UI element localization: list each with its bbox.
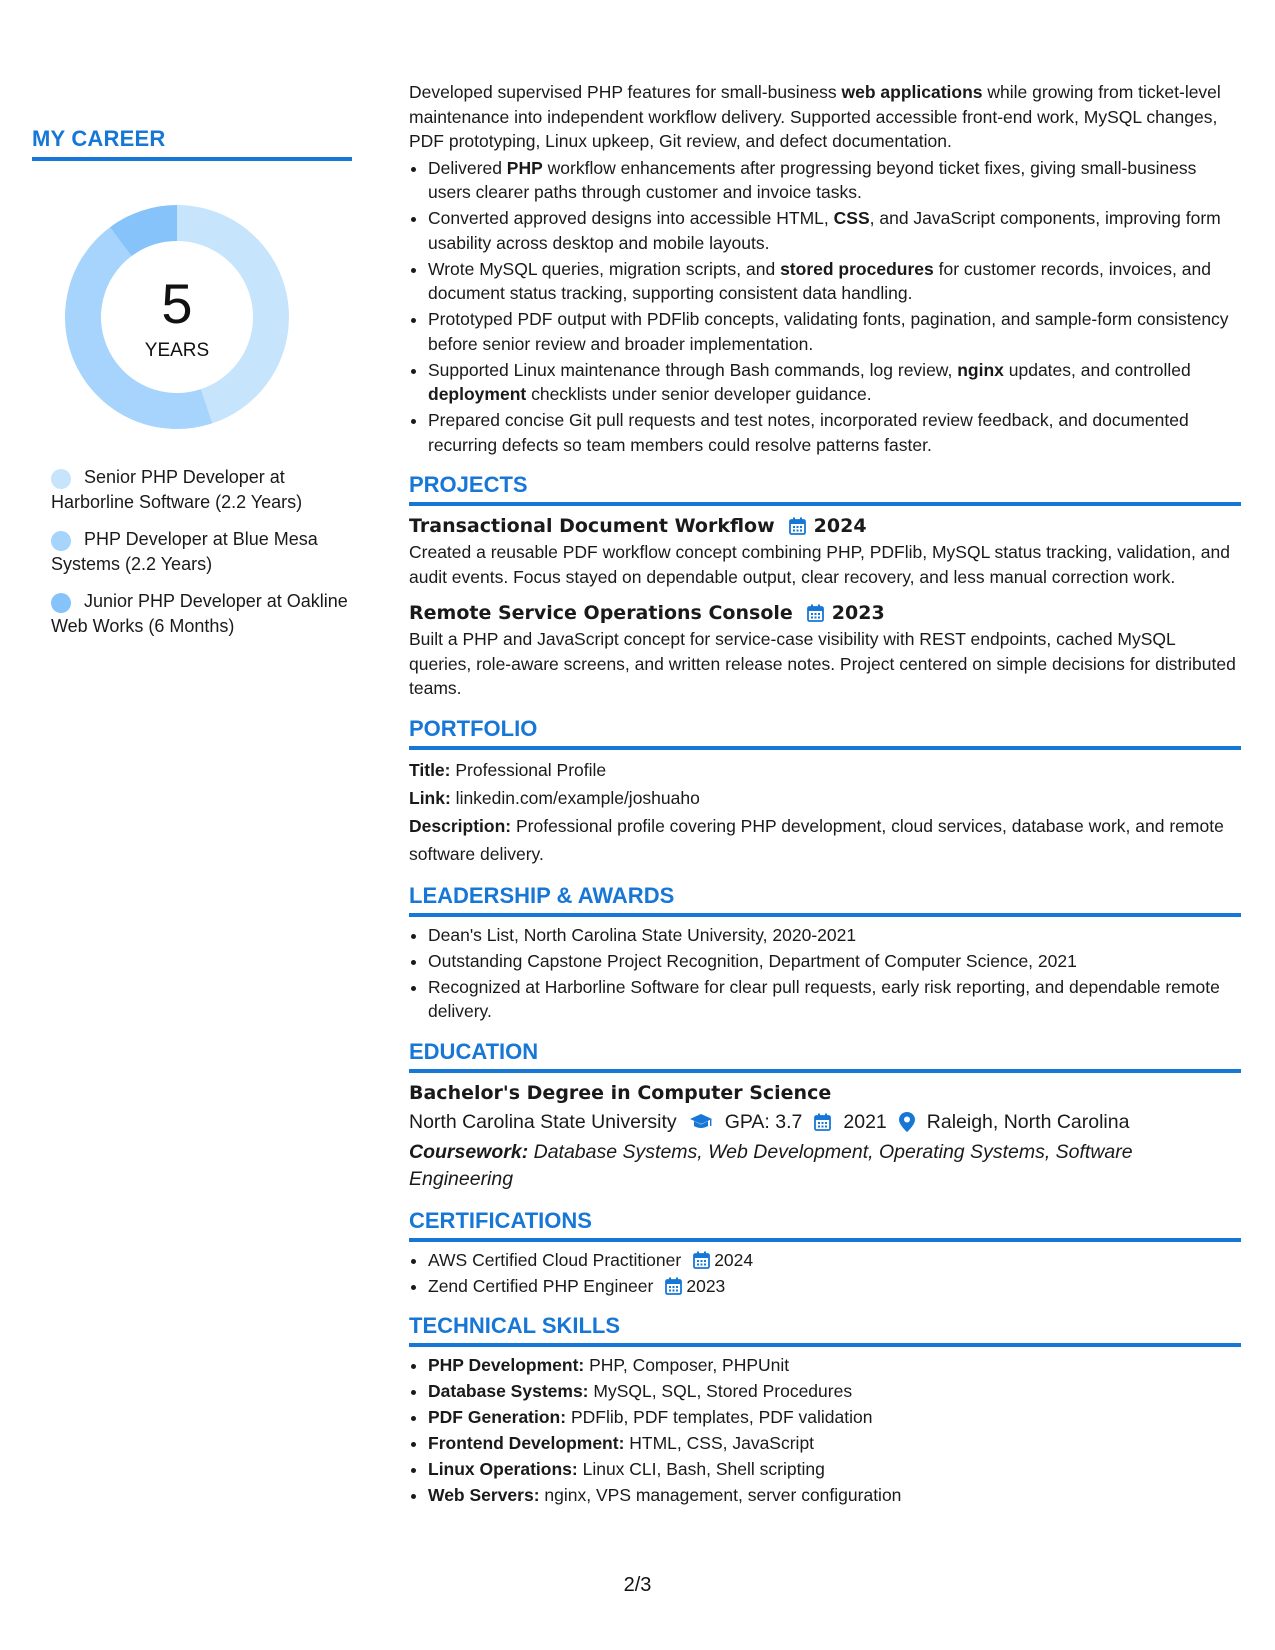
skill-values: PHP, Composer, PHPUnit <box>584 1355 790 1375</box>
field-label: Title: <box>409 759 451 780</box>
list-item <box>428 1457 1241 1482</box>
coursework <box>409 1139 1241 1193</box>
list-item <box>428 307 1241 356</box>
portfolio-description <box>409 812 1241 868</box>
skill-category: Linux Operations: <box>428 1459 578 1479</box>
calendar-icon <box>814 1113 831 1131</box>
main-content <box>409 80 1241 1509</box>
project-title-row <box>409 512 1241 540</box>
projects-heading: PROJECTS <box>409 471 1241 506</box>
certification-year: 2023 <box>686 1275 726 1296</box>
project-year: 2024 <box>813 515 867 537</box>
bullet-text: Supported Linux maintenance through Bash commands, log review, <box>428 359 958 380</box>
bullet-text: , and JavaScript components, improving form usability across desktop and mobile layouts. <box>428 208 1221 253</box>
bullet-bold: CSS <box>833 208 870 228</box>
career-legend <box>51 465 351 651</box>
project-description: Created a reusable PDF workflow concept combining PHP, PDFlib, MySQL status tracking, validation, and audit events. Focus stayed on dependable output, clear recovery, and less manual correction work. <box>409 542 1230 587</box>
career-heading: MY CAREER <box>32 126 166 151</box>
portfolio-heading: PORTFOLIO <box>409 715 1241 750</box>
list-item <box>428 206 1241 255</box>
page-number: 2/3 <box>623 1574 652 1596</box>
skill-values: PDFlib, PDF templates, PDF validation <box>566 1407 873 1427</box>
awards-list <box>409 923 1241 1024</box>
list-item <box>428 358 1241 407</box>
bullet-text: checklists under senior developer guidance. <box>526 384 872 404</box>
project-title: Remote Service Operations Console <box>409 602 793 624</box>
list-item <box>428 1379 1241 1404</box>
map-pin-icon <box>899 1112 915 1132</box>
bullet-bold: stored procedures <box>780 258 934 279</box>
certification-name: • Zend Certified PHP Engineer <box>428 1275 654 1296</box>
bullet-text: updates, and controlled <box>1003 359 1191 380</box>
summary-text: Developed supervised PHP features for small-business <box>409 82 842 102</box>
project-title: Transactional Document Workflow <box>409 515 775 537</box>
skill-category: Web Servers: <box>428 1485 540 1505</box>
bullet-text: Delivered <box>428 157 507 178</box>
skill-category: PDF Generation: <box>428 1407 567 1427</box>
legend-swatch <box>51 593 71 613</box>
list-item <box>428 1483 1241 1508</box>
legend-label: Senior PHP Developer at Harborline Software (2.2 Years) <box>51 467 303 512</box>
calendar-icon <box>789 517 806 535</box>
list-item <box>428 156 1241 205</box>
field-label: Description: <box>409 815 512 836</box>
certification-name: • AWS Certified Cloud Practitioner <box>428 1249 682 1270</box>
degree-title: Bachelor's Degree in Computer Science <box>409 1081 832 1104</box>
career-heading-rule <box>32 157 352 161</box>
bullet-text: workflow enhancements after progressing beyond ticket fixes, giving small-business users clearer paths through customer and invoice tasks. <box>428 157 1197 202</box>
coursework-list: Database Systems, Web Development, Operating Systems, Software Engineering <box>409 1140 1133 1190</box>
career-total-unit: YEARS <box>144 340 210 361</box>
skill-category: Database Systems: <box>428 1381 589 1401</box>
portfolio-url[interactable]: linkedin.com/example/joshuaho <box>450 787 700 808</box>
calendar-icon <box>693 1251 710 1269</box>
skill-category: Frontend Development: <box>428 1433 625 1453</box>
graduation-cap-icon <box>689 1113 713 1131</box>
list-item: • Dean's List, North Carolina State University, 2020-2021 <box>428 923 1241 948</box>
list-item: • Recognized at Harborline Software for clear pull requests, early risk reporting, and dependable remote delivery. <box>428 975 1241 1024</box>
school-name: North Carolina State University <box>409 1110 677 1133</box>
portfolio-link <box>409 784 1241 812</box>
skill-values: nginx, VPS management, server configuration <box>539 1485 902 1505</box>
skills-list <box>409 1353 1241 1508</box>
skill-values: Linux CLI, Bash, Shell scripting <box>577 1459 825 1479</box>
bullet-bold: deployment <box>428 384 527 404</box>
bullet-text: for customer records, invoices, and document status tracking, supporting consistent data handling. <box>428 258 1211 303</box>
list-item <box>428 1248 1241 1273</box>
skills-heading: TECHNICAL SKILLS <box>409 1312 1241 1347</box>
calendar-icon <box>807 604 824 622</box>
project-title-row <box>409 599 1241 627</box>
summary-bold: web applications <box>841 82 983 102</box>
school-location: Raleigh, North Carolina <box>926 1110 1130 1133</box>
bullet-bold: PHP <box>506 157 543 178</box>
field-value: Professional Profile <box>450 759 607 780</box>
skill-values: HTML, CSS, JavaScript <box>624 1433 815 1453</box>
bullet-text: Converted approved designs into accessible HTML, <box>428 208 834 228</box>
bullet-text: Wrote MySQL queries, migration scripts, and <box>428 258 781 279</box>
graduation-year: 2021 <box>843 1110 887 1133</box>
field-value: Professional profile covering PHP development, cloud services, database work, and remote software delivery. <box>409 815 1224 864</box>
project-year: 2023 <box>831 602 885 624</box>
legend-label: PHP Developer at Blue Mesa Systems (2.2 Years) <box>51 529 318 574</box>
skill-category: PHP Development: <box>428 1355 585 1375</box>
certification-year: 2024 <box>714 1249 754 1270</box>
list-item <box>428 1431 1241 1456</box>
list-item <box>428 1353 1241 1378</box>
legend-swatch <box>51 469 71 489</box>
project-description: Built a PHP and JavaScript concept for service-case visibility with REST endpoints, cached MySQL queries, role-aware screens, and written release notes. Project centered on simple decisions for distributed teams. <box>409 629 1236 698</box>
legend-item <box>51 527 351 577</box>
awards-heading: LEADERSHIP & AWARDS <box>409 882 1241 917</box>
career-total-number: 5 <box>161 272 193 335</box>
list-item <box>428 408 1241 457</box>
bullet-text: Prepared concise Git pull requests and test notes, incorporated review feedback, and documented recurring defects so team members could resolve patterns faster. <box>428 410 1189 455</box>
gpa: GPA: 3.7 <box>724 1110 803 1133</box>
coursework-label: Coursework: <box>409 1140 529 1163</box>
certifications-heading: CERTIFICATIONS <box>409 1207 1241 1242</box>
legend-item <box>51 589 351 639</box>
skill-values: MySQL, SQL, Stored Procedures <box>588 1381 853 1401</box>
list-item <box>428 257 1241 306</box>
certifications-list <box>409 1248 1241 1299</box>
field-label: Link: <box>409 787 451 808</box>
legend-swatch <box>51 531 71 551</box>
legend-label: Junior PHP Developer at Oakline Web Works (6 Months) <box>51 591 348 636</box>
summary-text: while growing from ticket-level maintenance into independent workflow delivery. Supported accessible front-end work, MySQL changes, PDF prototyping, Linux upkeep, Git review, and defect documentation. <box>409 82 1221 151</box>
education-details <box>409 1107 1241 1137</box>
list-item <box>428 1274 1241 1299</box>
bullet-bold: nginx <box>957 359 1004 380</box>
legend-item <box>51 465 351 515</box>
experience-bullets <box>409 156 1241 458</box>
experience-summary <box>409 80 1241 154</box>
portfolio-title <box>409 756 1241 784</box>
list-item <box>428 1405 1241 1430</box>
calendar-icon <box>665 1277 682 1295</box>
list-item: • Outstanding Capstone Project Recognition, Department of Computer Science, 2021 <box>428 949 1241 974</box>
bullet-text: Prototyped PDF output with PDFlib concepts, validating fonts, pagination, and sample-form consistency before senior review and broader implementation. <box>428 309 1229 354</box>
education-heading: EDUCATION <box>409 1038 1241 1073</box>
